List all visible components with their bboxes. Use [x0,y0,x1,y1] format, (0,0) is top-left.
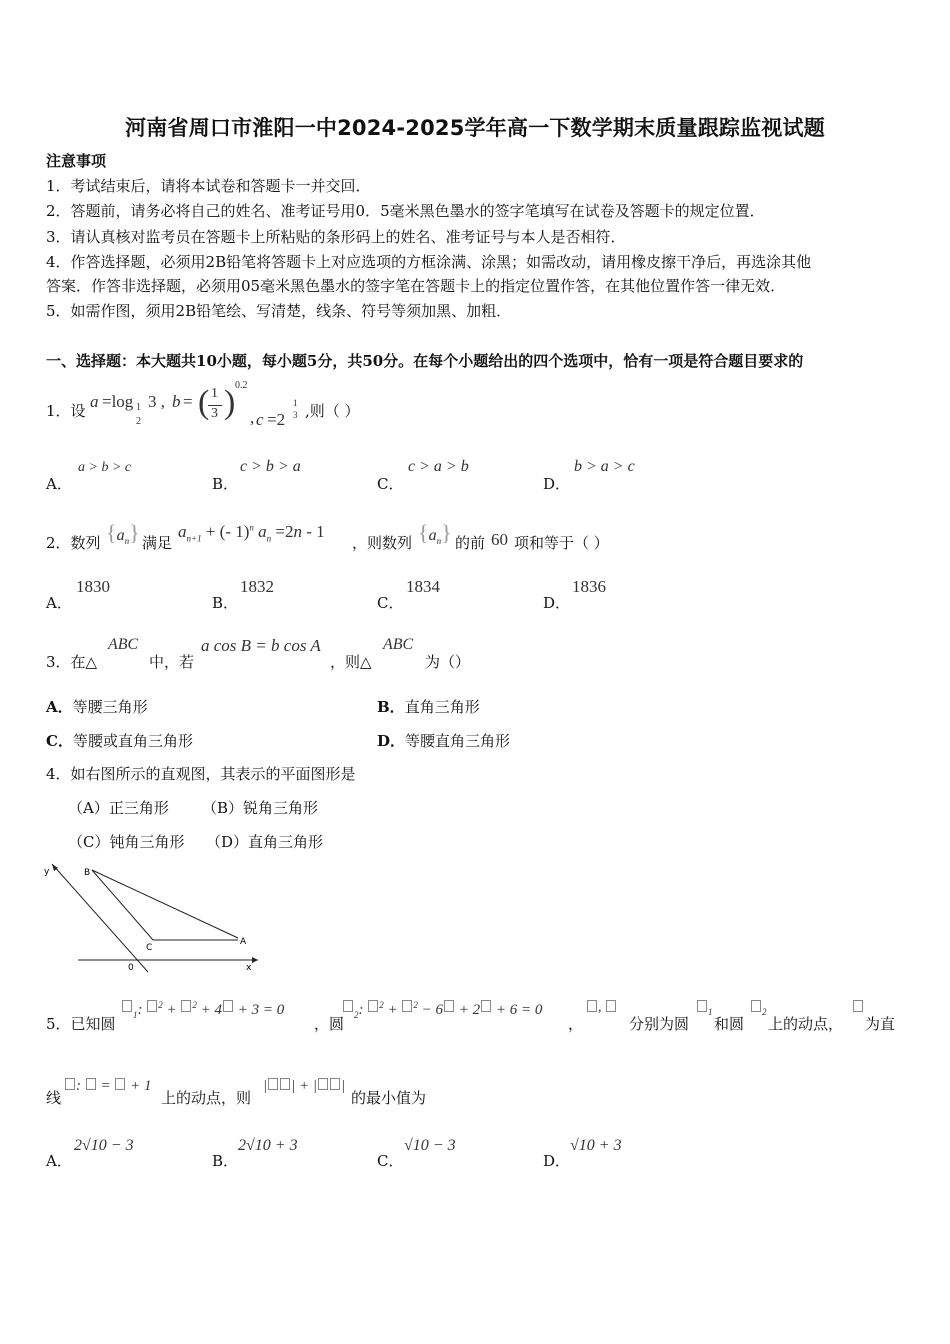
label-y: y [44,867,50,877]
q4-option-a[interactable]: （A）正三角形 [68,799,169,817]
q5-option-b-letter[interactable]: B． [212,1152,239,1170]
q3-option-c-letter: C． [46,732,73,750]
q2-option-d-letter[interactable]: D． [543,594,571,612]
q1-option-c-expr: c > a > b [408,458,469,475]
q3-abc-2: ABC [383,636,414,653]
q2-part-2: 满足 [142,534,173,552]
q2-option-a-value: 1830 [76,577,110,596]
q5-points-pq: , [586,1000,617,1016]
q3-option-b-letter: B． [377,698,405,716]
q1-option-b-letter[interactable]: B． [212,475,239,493]
q5-option-d-letter[interactable]: D． [543,1152,571,1170]
q5-c2-ref: 2 [750,1000,767,1017]
section-heading: 一、选择题：本大题共10小题，每小题5分，共50分。在每个小题给出的四个选项中，恰有一项是符合题目要求的 [46,352,804,370]
notice-item-2: 2．答题前，请务必将自己的姓名、准考证号用0．5毫米黑色墨水的签字笔填写在试卷及答题卡的规定位置． [46,202,765,220]
q5-option-c-letter[interactable]: C． [377,1152,404,1170]
q2-seq-an-2: $\{a_n\}$ [418,520,452,547]
q2-option-b-letter[interactable]: B． [212,594,239,612]
q3-option-b-text: 直角三角形 [404,698,480,716]
q3-option-d[interactable] [377,730,510,751]
q1-option-b-expr: c > b > a [240,458,301,475]
q3-option-b[interactable] [377,696,480,717]
q5-option-a-letter[interactable]: A． [46,1152,72,1170]
q5-part-5: 和圆 [714,1015,745,1033]
page-title: 河南省周口市淮阳一中2024-2025学年高一下数学期末质量跟踪监视试题 [125,116,825,140]
q3-part-1: 3．在△ [46,653,98,671]
q5-line-l: : = + 1 [64,1078,152,1095]
q5-option-b-expr: 2√10 + 3 [238,1137,298,1154]
q3-part-4: 为（） [425,653,471,671]
q2-option-d-value: 1836 [572,577,606,596]
q5-part-3: ， [568,1015,584,1033]
side-bc [92,870,153,940]
label-x: x [246,963,252,973]
q1-option-d-letter[interactable]: D． [543,475,571,493]
q5-c1-ref: 1 [696,1000,713,1017]
q2-option-c-letter[interactable]: C． [377,594,404,612]
q3-option-a-letter: A． [46,698,73,716]
q5-circle-c1: $_1$: $^2$ + $^2$ + 4 + 3 = 0 [121,1000,284,1020]
q2-option-a-letter[interactable]: A． [46,594,72,612]
q3-part-3: ，则△ [330,653,372,671]
q4-option-b[interactable]: （B）锐角三角形 [202,799,319,817]
q1-suffix: ,则（ ） [305,402,360,420]
q5-part-9: 上的动点，则 [161,1089,252,1107]
q3-abc-1: ABC [108,636,139,653]
side-ba [92,870,238,938]
q4-option-c[interactable]: （C）钝角三角形 [68,833,185,851]
q5-option-d-expr: √10 + 3 [570,1137,622,1154]
notice-item-3: 3．请认真核对监考员在答题卡上所粘贴的条形码上的姓名、准考证号与本人是否相符． [46,228,626,246]
notice-item-1: 1．考试结束后，请将本试卷和答题卡一并交回． [46,177,371,195]
q5-expression: | | + | | [263,1078,346,1094]
q1-option-c-letter[interactable]: C． [377,475,404,493]
q1-option-a-expr: a > b > c [78,460,132,475]
q2-part-5: 项和等于（ ） [514,534,609,552]
q5-circle-c2: $_2$: $^2$ + $^2$ − 6 + 2 + 6 = 0 [342,1000,542,1020]
label-b: B [84,868,91,878]
q3-option-c[interactable] [46,730,193,751]
q1-prefix: 1．设 [46,402,86,420]
q2-part-4: 的前 [455,534,486,552]
q5-option-c-expr: √10 − 3 [404,1137,456,1154]
q2-seq-an: $\{a_n\}$ [106,520,140,547]
q3-option-c-text: 等腰或直角三角形 [72,732,193,750]
q1-formula: a =log 1 2 3 , b = ( 1 3 ) 0.2 , c =2 1 3 [90,380,298,429]
x-axis-arrow [252,957,258,963]
q3-option-d-text: 等腰直角三角形 [405,732,511,750]
label-o: 0 [128,963,134,973]
q3-part-2: 中，若 [149,653,195,671]
q5-part-4: 分别为圆 [629,1015,690,1033]
q5-point-m [852,1000,864,1016]
q5-part-6: 上的动点， [768,1015,844,1033]
q3-equation: a cos B = b cos A [201,636,321,655]
q5-part-8: 线 [46,1089,62,1107]
label-a: A [240,937,247,947]
q4-stem: 4．如右图所示的直观图，其表示的平面图形是 [46,765,356,783]
q5-part-2: ，圆 [314,1015,345,1033]
q4-figure [40,860,270,980]
q2-n: 60 [491,530,508,549]
q4-option-d[interactable]: （D）直角三角形 [206,833,324,851]
q2-part-1: 2．数列 [46,534,101,552]
q2-option-b-value: 1832 [240,577,274,596]
notice-item-5: 5．如需作图，须用2B铅笔绘、写清楚，线条、符号等须加黑、加粗． [46,302,512,320]
q2-recurrence: $a_{n+1}$ + (- 1)$^n$ $a_n =2n - 1$ [178,522,325,544]
q1-option-a-letter[interactable]: A． [46,475,72,493]
notice-item-4: 4．作答选择题，必须用2B铅笔将答题卡上对应选项的方框涂满、涂黑；如需改动，请用橡皮擦干净后，再选涂其他 [46,253,812,271]
q5-part-1: 5．已知圆 [46,1015,116,1033]
q5-part-10: 的最小值为 [351,1089,427,1107]
q1-option-d-expr: b > a > c [574,458,635,475]
q3-option-a-text: 等腰三角形 [72,698,148,716]
label-c: C [146,943,153,953]
q2-option-c-value: 1834 [406,577,440,596]
q5-option-a-expr: 2√10 − 3 [74,1137,134,1154]
q3-option-d-letter: D． [377,732,406,750]
q5-part-7: 为直 [865,1015,896,1033]
notice-item-4-cont: 答案．作答非选择题，必须用05毫米黑色墨水的签字笔在答题卡上的指定位置作答，在其他位置作答一律无效． [46,277,786,295]
notice-heading: 注意事项 [46,152,107,170]
q2-part-3: ，则数列 [352,534,413,552]
q3-option-a[interactable] [46,696,148,717]
